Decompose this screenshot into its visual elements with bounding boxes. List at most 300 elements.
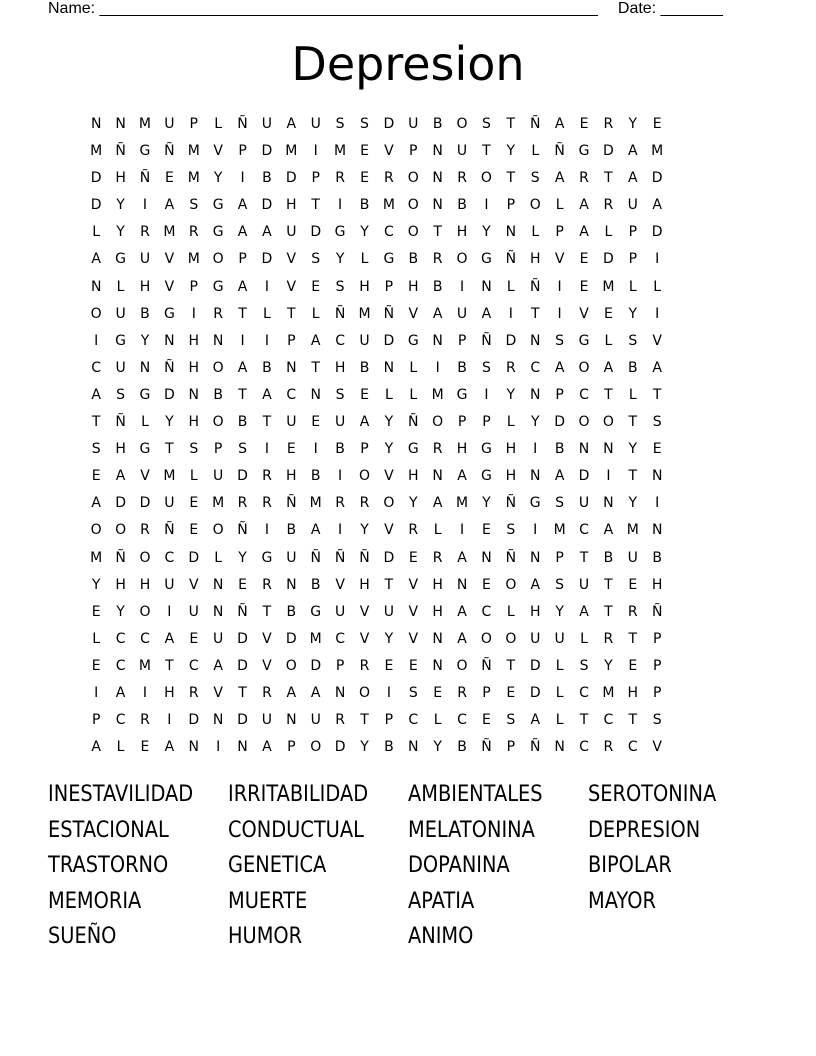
- grid-cell: U: [578, 576, 590, 593]
- grid-cell: T: [262, 414, 272, 431]
- grid-cell: E: [91, 603, 101, 620]
- grid-cell: R: [603, 630, 614, 647]
- grid-cell: N: [505, 224, 517, 241]
- grid-cell: L: [116, 739, 125, 756]
- grid-cell: Y: [140, 332, 150, 349]
- grid-cell: R: [262, 576, 272, 593]
- grid-cell: B: [432, 278, 443, 295]
- grid-cell: E: [140, 739, 150, 756]
- grid-cell: B: [554, 441, 565, 458]
- grid-cell: L: [555, 197, 564, 214]
- word-bank-item: APATIA: [408, 888, 475, 914]
- grid-cell: N: [90, 278, 102, 295]
- grid-cell: S: [238, 441, 247, 458]
- grid-cell: B: [457, 359, 467, 376]
- grid-cell: T: [604, 576, 613, 593]
- grid-cell: O: [407, 197, 419, 214]
- grid-cell: R: [457, 170, 467, 187]
- grid-cell: U: [286, 549, 297, 566]
- word-bank: [48, 780, 768, 958]
- grid-cell: U: [456, 305, 468, 322]
- grid-row: [84, 409, 744, 436]
- grid-cell: C: [115, 630, 126, 647]
- grid-cell: C: [115, 712, 126, 729]
- grid-cell: N: [529, 468, 541, 485]
- grid-cell: A: [579, 603, 589, 620]
- grid-cell: P: [189, 116, 198, 132]
- grid-cell: R: [262, 684, 272, 701]
- grid-cell: N: [212, 603, 224, 620]
- grid-cell: A: [115, 468, 126, 485]
- grid-cell: A: [164, 630, 175, 647]
- grid-cell: E: [628, 657, 638, 674]
- grid-cell: A: [481, 305, 492, 322]
- grid-cell: D: [188, 549, 200, 566]
- grid-cell: P: [628, 251, 638, 268]
- grid-cell: E: [482, 712, 491, 729]
- grid-cell: C: [579, 522, 589, 539]
- grid-cell: E: [311, 414, 321, 431]
- grid-cell: H: [651, 576, 663, 593]
- grid-cell: B: [213, 386, 223, 403]
- grid-cell: A: [652, 359, 662, 376]
- grid-cell: V: [213, 143, 223, 160]
- grid-cell: P: [555, 386, 564, 403]
- grid-cell: G: [334, 224, 346, 241]
- grid-row: [84, 626, 744, 653]
- grid-cell: D: [237, 657, 248, 674]
- grid-cell: S: [555, 332, 565, 349]
- grid-cell: E: [652, 116, 662, 132]
- word-bank-item: SEROTONINA: [588, 782, 717, 807]
- grid-cell: P: [287, 739, 296, 756]
- grid-cell: U: [115, 305, 126, 322]
- grid-cell: N: [456, 576, 468, 593]
- grid-cell: Ñ: [529, 116, 541, 132]
- grid-cell: E: [189, 630, 199, 647]
- grid-cell: T: [604, 386, 613, 403]
- grid-cell: I: [142, 684, 148, 701]
- grid-cell: I: [386, 684, 391, 701]
- grid-cell: V: [384, 143, 394, 160]
- grid-cell: G: [578, 332, 590, 349]
- grid-cell: O: [578, 359, 590, 376]
- grid-cell: D: [237, 712, 248, 729]
- grid-cell: S: [579, 657, 589, 674]
- grid-cell: C: [383, 224, 394, 241]
- grid-cell: L: [628, 278, 637, 295]
- grid-cell: B: [457, 197, 467, 214]
- grid-cell: N: [603, 441, 614, 458]
- grid-row: [84, 328, 744, 355]
- grid-cell: C: [579, 386, 589, 403]
- grid-cell: O: [456, 251, 468, 268]
- grid-cell: E: [579, 251, 589, 268]
- grid-cell: N: [286, 576, 297, 593]
- word-bank-item: MELATONINA: [408, 817, 535, 843]
- grid-cell: H: [115, 170, 126, 187]
- grid-cell: C: [603, 712, 614, 729]
- grid-cell: I: [655, 495, 660, 512]
- grid-cell: T: [604, 603, 613, 620]
- grid-cell: G: [310, 603, 322, 620]
- grid-cell: S: [628, 332, 638, 349]
- grid-cell: D: [261, 197, 273, 214]
- grid-cell: A: [530, 576, 541, 593]
- grid-cell: L: [433, 522, 442, 539]
- grid-cell: I: [533, 522, 538, 539]
- grid-row: [84, 517, 744, 544]
- grid-cell: V: [286, 278, 297, 295]
- grid-row: [84, 165, 744, 192]
- grid-cell: R: [140, 522, 150, 539]
- grid-cell: L: [214, 116, 223, 132]
- grid-cell: M: [187, 251, 200, 268]
- grid-cell: I: [655, 305, 660, 322]
- grid-cell: E: [189, 522, 199, 539]
- grid-row: [84, 463, 744, 490]
- grid-cell: Ñ: [334, 549, 346, 566]
- grid-cell: A: [530, 712, 541, 729]
- grid-cell: Y: [506, 386, 516, 403]
- grid-cell: B: [432, 116, 443, 132]
- grid-cell: T: [262, 603, 272, 620]
- grid-cell: L: [653, 278, 662, 295]
- grid-cell: O: [358, 684, 370, 701]
- grid-cell: Ñ: [139, 170, 151, 187]
- grid-cell: R: [213, 305, 224, 322]
- word-bank-item: CONDUCTUAL: [228, 817, 364, 843]
- grid-cell: I: [557, 305, 562, 322]
- grid-cell: D: [603, 251, 614, 268]
- grid-cell: Ñ: [359, 549, 370, 566]
- word-bank-item: MAYOR: [588, 888, 656, 914]
- grid-cell: T: [530, 305, 540, 322]
- grid-cell: H: [456, 441, 468, 458]
- grid-cell: Ñ: [481, 739, 492, 756]
- grid-row: [84, 707, 744, 734]
- grid-cell: A: [457, 468, 467, 485]
- grid-cell: N: [529, 332, 541, 349]
- grid-cell: O: [310, 739, 322, 756]
- grid-cell: H: [408, 468, 419, 485]
- grid-cell: R: [505, 359, 516, 376]
- grid-cell: G: [115, 251, 127, 268]
- grid-cell: E: [384, 657, 394, 674]
- grid-cell: H: [432, 576, 443, 593]
- grid-cell: T: [579, 549, 589, 566]
- grid-row: [84, 382, 744, 409]
- grid-cell: Y: [238, 549, 247, 566]
- grid-cell: A: [579, 224, 589, 241]
- grid-cell: C: [115, 657, 126, 674]
- grid-cell: Ñ: [237, 116, 248, 132]
- grid-cell: I: [533, 441, 538, 458]
- grid-cell: A: [237, 278, 248, 295]
- grid-cell: Y: [482, 495, 491, 512]
- grid-cell: U: [164, 495, 175, 512]
- grid-cell: N: [334, 684, 346, 701]
- grid-cell: I: [264, 441, 269, 458]
- grid-cell: O: [505, 630, 517, 647]
- grid-cell: A: [554, 116, 565, 132]
- grid-cell: T: [360, 712, 369, 729]
- grid-cell: L: [506, 603, 515, 620]
- grid-cell: R: [432, 441, 443, 458]
- grid-cell: P: [238, 251, 247, 268]
- grid-cell: Ñ: [529, 739, 541, 756]
- grid-cell: O: [383, 495, 395, 512]
- word-bank-item: INESTAVILIDAD: [48, 782, 194, 807]
- grid-cell: S: [189, 441, 199, 458]
- grid-cell: A: [286, 116, 297, 132]
- grid-cell: B: [457, 739, 467, 756]
- grid-cell: I: [459, 278, 465, 295]
- grid-cell: R: [188, 684, 199, 701]
- grid-cell: N: [237, 739, 248, 756]
- grid-cell: T: [91, 414, 101, 431]
- grid-cell: S: [530, 170, 540, 187]
- grid-cell: I: [313, 441, 318, 458]
- word-bank-item: GENETICA: [228, 853, 327, 878]
- grid-cell: O: [139, 603, 151, 620]
- word-bank-item: MEMORIA: [48, 888, 142, 914]
- grid-cell: I: [264, 278, 269, 295]
- grid-cell: L: [531, 224, 540, 241]
- grid-cell: D: [383, 116, 395, 132]
- grid-cell: I: [338, 197, 343, 214]
- grid-row: [84, 138, 744, 165]
- grid-cell: G: [456, 386, 468, 403]
- grid-cell: T: [165, 657, 174, 674]
- grid-cell: E: [482, 522, 491, 539]
- grid-cell: P: [287, 332, 296, 349]
- word-bank-item: MUERTE: [228, 888, 308, 914]
- grid-cell: Y: [628, 441, 638, 458]
- grid-cell: L: [141, 414, 149, 431]
- grid-cell: I: [167, 603, 172, 620]
- grid-cell: Ñ: [529, 278, 541, 295]
- grid-cell: Y: [116, 224, 125, 241]
- name-field-label: Name: ________________________________________________________: [48, 0, 598, 17]
- grid-cell: O: [212, 251, 224, 268]
- grid-cell: N: [432, 143, 443, 160]
- grid-cell: P: [238, 143, 247, 160]
- grid-row: [84, 599, 744, 626]
- grid-row: [84, 274, 744, 301]
- grid-cell: N: [212, 332, 224, 349]
- grid-cell: V: [213, 684, 223, 701]
- grid-cell: S: [408, 684, 418, 701]
- grid-cell: S: [482, 359, 491, 376]
- grid-cell: O: [212, 359, 224, 376]
- grid-cell: Ñ: [481, 657, 492, 674]
- grid-cell: Ñ: [115, 414, 126, 431]
- grid-cell: M: [163, 468, 176, 485]
- grid-cell: T: [433, 224, 442, 241]
- grid-cell: V: [408, 576, 419, 593]
- grid-cell: I: [484, 386, 489, 403]
- grid-cell: A: [310, 684, 321, 701]
- grid-cell: M: [187, 143, 200, 160]
- grid-cell: N: [529, 549, 541, 566]
- grid-cell: N: [408, 739, 419, 756]
- grid-cell: Ñ: [115, 549, 126, 566]
- grid-cell: E: [408, 549, 418, 566]
- grid-cell: E: [360, 170, 369, 187]
- grid-cell: C: [335, 332, 345, 349]
- grid-cell: T: [604, 170, 613, 187]
- grid-cell: C: [481, 603, 492, 620]
- grid-cell: V: [408, 630, 419, 647]
- grid-cell: Ñ: [505, 495, 517, 512]
- grid-cell: N: [651, 468, 663, 485]
- grid-cell: N: [432, 657, 443, 674]
- grid-cell: Y: [165, 414, 174, 431]
- grid-cell: R: [579, 170, 589, 187]
- grid-cell: B: [286, 522, 297, 539]
- grid-cell: A: [554, 170, 565, 187]
- grid-cell: U: [164, 576, 175, 593]
- grid-row: [84, 111, 744, 138]
- grid-cell: S: [482, 116, 491, 132]
- grid-cell: U: [627, 197, 638, 214]
- grid-cell: L: [628, 386, 637, 403]
- grid-cell: O: [285, 657, 297, 674]
- grid-cell: U: [213, 630, 224, 647]
- grid-cell: O: [358, 468, 370, 485]
- grid-cell: M: [90, 549, 103, 566]
- grid-cell: R: [188, 224, 199, 241]
- grid-cell: G: [115, 332, 127, 349]
- grid-cell: L: [311, 305, 320, 322]
- grid-cell: H: [359, 278, 370, 295]
- grid-cell: L: [531, 143, 540, 160]
- grid-cell: O: [432, 414, 444, 431]
- grid-cell: S: [335, 278, 345, 295]
- grid-cell: E: [360, 143, 369, 160]
- grid-cell: U: [578, 495, 590, 512]
- grid-cell: A: [579, 197, 589, 214]
- grid-cell: I: [338, 522, 343, 539]
- grid-cell: I: [338, 468, 343, 485]
- grid-cell: S: [91, 441, 101, 458]
- grid-cell: L: [604, 224, 613, 241]
- grid-cell: P: [409, 143, 418, 160]
- grid-cell: U: [286, 414, 297, 431]
- grid-cell: G: [212, 197, 224, 214]
- grid-cell: S: [555, 495, 565, 512]
- grid-cell: M: [602, 684, 615, 701]
- grid-cell: S: [335, 116, 345, 132]
- grid-cell: I: [216, 739, 221, 756]
- grid-cell: M: [456, 495, 469, 512]
- grid-cell: R: [140, 224, 150, 241]
- grid-cell: E: [408, 657, 418, 674]
- grid-cell: A: [310, 522, 321, 539]
- grid-cell: V: [408, 603, 419, 620]
- grid-cell: R: [359, 657, 370, 674]
- grid-cell: H: [359, 576, 370, 593]
- grid-cell: A: [457, 630, 467, 647]
- word-bank-item: ESTACIONAL: [48, 817, 169, 843]
- grid-cell: B: [310, 468, 321, 485]
- grid-cell: H: [115, 576, 126, 593]
- grid-cell: O: [90, 305, 102, 322]
- grid-cell: S: [652, 712, 662, 729]
- grid-cell: I: [557, 278, 562, 295]
- grid-cell: D: [651, 224, 663, 241]
- grid-row: [84, 734, 744, 761]
- grid-cell: T: [628, 712, 638, 729]
- grid-cell: A: [262, 739, 272, 756]
- grid-cell: R: [140, 712, 150, 729]
- grid-cell: A: [432, 495, 443, 512]
- grid-cell: L: [555, 712, 564, 729]
- grid-cell: U: [115, 359, 126, 376]
- grid-cell: D: [310, 657, 322, 674]
- grid-cell: V: [164, 251, 175, 268]
- grid-cell: M: [309, 630, 322, 647]
- grid-cell: C: [408, 712, 419, 729]
- grid-cell: I: [435, 359, 440, 376]
- grid-cell: N: [432, 630, 443, 647]
- grid-row: [84, 490, 744, 517]
- grid-cell: P: [384, 278, 394, 295]
- puzzle-title: Depresion: [291, 37, 525, 91]
- grid-cell: P: [652, 657, 662, 674]
- grid-cell: G: [481, 441, 492, 458]
- grid-cell: D: [310, 224, 322, 241]
- grid-cell: L: [384, 386, 393, 403]
- grid-cell: A: [237, 359, 248, 376]
- grid-cell: R: [603, 197, 614, 214]
- grid-cell: I: [240, 170, 245, 187]
- grid-cell: N: [90, 116, 102, 132]
- grid-cell: D: [261, 251, 273, 268]
- grid-cell: E: [579, 278, 589, 295]
- grid-cell: T: [238, 386, 247, 403]
- grid-cell: Y: [408, 495, 418, 512]
- grid-cell: P: [360, 441, 369, 458]
- grid-cell: M: [138, 657, 152, 674]
- grid-cell: V: [579, 305, 589, 322]
- header-fields: [48, 0, 723, 18]
- grid-cell: P: [506, 197, 516, 214]
- grid-cell: M: [285, 143, 298, 160]
- grid-cell: V: [359, 603, 370, 620]
- grid-cell: T: [628, 468, 638, 485]
- grid-cell: H: [188, 359, 200, 376]
- grid-cell: P: [652, 684, 662, 701]
- grid-cell: L: [506, 414, 515, 431]
- grid-cell: M: [431, 386, 444, 403]
- grid-cell: M: [626, 522, 639, 539]
- grid-cell: A: [164, 739, 175, 756]
- grid-cell: G: [407, 332, 419, 349]
- grid-cell: P: [384, 712, 394, 729]
- word-bank-item: SUEÑO: [48, 924, 117, 949]
- grid-cell: R: [335, 170, 345, 187]
- grid-cell: Ñ: [164, 359, 175, 376]
- grid-cell: Y: [384, 630, 394, 647]
- grid-cell: O: [407, 224, 419, 241]
- grid-cell: O: [456, 116, 468, 132]
- grid-cell: B: [140, 305, 150, 322]
- grid-cell: G: [529, 495, 541, 512]
- grid-cell: D: [554, 414, 565, 431]
- grid-cell: U: [334, 414, 346, 431]
